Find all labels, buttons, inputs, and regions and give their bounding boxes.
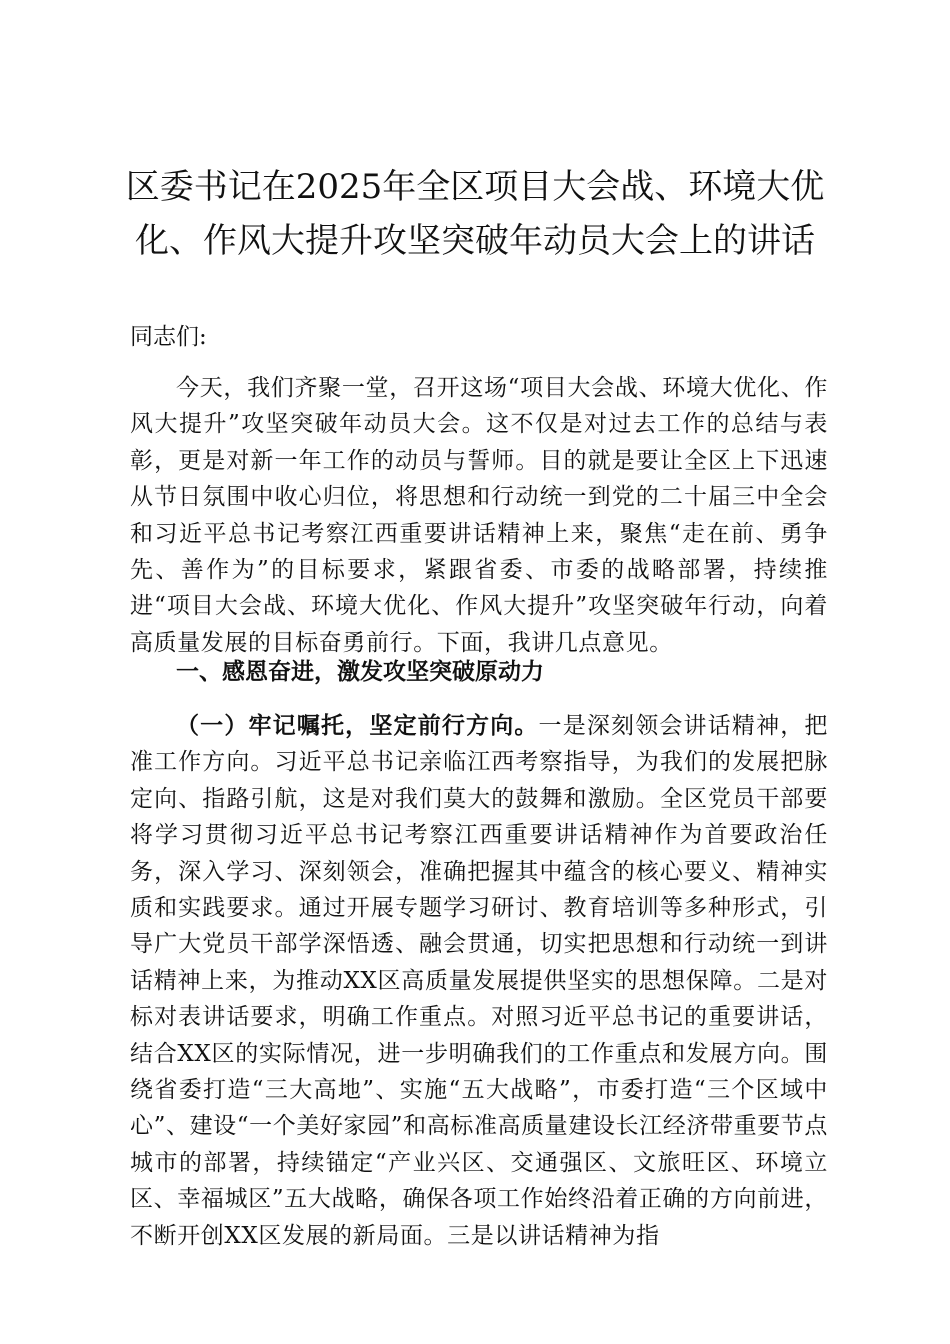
document-title: 区委书记在2025年全区项目大会战、环境大优化、作风大提升攻坚突破年动员大会上的讲话 xyxy=(125,167,825,261)
subsection-lead: （一）牢记嘱托，坚定前行方向。 xyxy=(176,713,539,739)
subsection-body: 一是深刻领会讲话精神，把准工作方向。习近平总书记亲临江西考察指导，为我们的发展把脉定向、指路引航，这是对我们莫大的鼓舞和激励。全区党员干部要将学习贯彻习近平总书记考察江西重要讲话精神作为首要政治任务，深入学习、深刻领会，准确把握其中蕴含的核心要义、精神实质和实践要求。通过开展专题学习研讨、教育培训等多种形式，引导广大党员干部学深悟透、融会贯通，切实把思想和行动统一到讲话精神上来，为推动XX区高质量发展提供坚实的思想保障。二是对标对表讲话要求，明确工作重点。对照习近平总书记的重要讲话，结合XX区的实际情况，进一步明确我们的工作重点和发展方向。围绕省委打造“三大高地”、实施“五大战略”，市委打造“三个区域中心”、建设“一个美好家园”和高标准高质量建设长江经济带重要节点城市的部署，持续锚定“产业兴区、交通强区、文旅旺区、环境立区、幸福城区”五大战略，确保各项工作始终沿着正确的方向前进，不断开创XX区发展的新局面。三是以讲话精神为指 xyxy=(130,713,829,1249)
intro-paragraph: 今天，我们齐聚一堂，召开这场“项目大会战、环境大优化、作风大提升”攻坚突破年动员大会。这不仅是对过去工作的总结与表彰，更是对新一年工作的动员与誓师。目的就是要让全区上下迅速从节日氛围中收心归位，将思想和行动统一到党的二十届三中全会和习近平总书记考察江西重要讲话精神上来，聚焦“走在前、勇争先、善作为”的目标要求，紧跟省委、市委的战略部署，持续推进“项目大会战、环境大优化、作风大提升”攻坚突破年行动，向着高质量发展的目标奋勇前行。下面，我讲几点意见。 xyxy=(130,375,828,656)
subsection-paragraph xyxy=(130,708,828,1254)
section-heading: 一、感恩奋进，激发攻坚突破原动力 xyxy=(176,659,544,685)
salutation: 同志们: xyxy=(130,324,207,350)
